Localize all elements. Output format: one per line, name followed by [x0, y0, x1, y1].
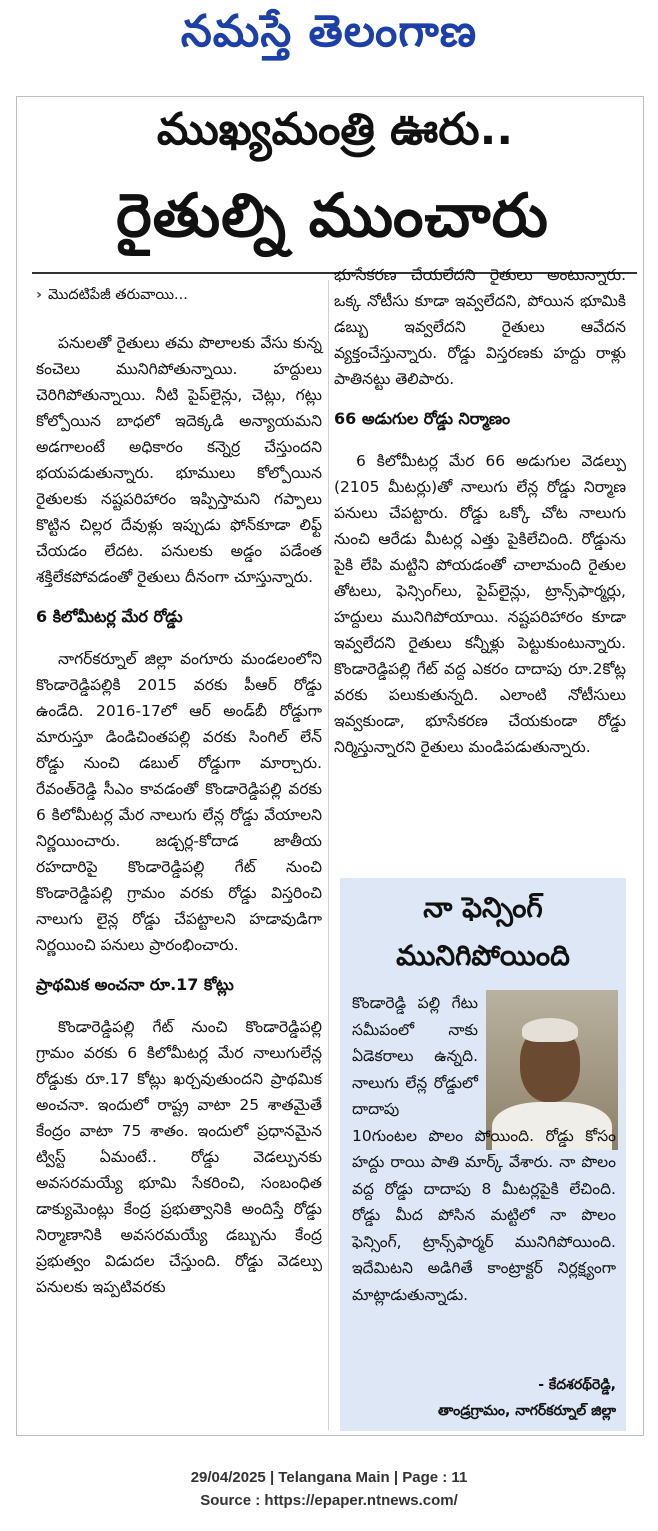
subheading: 66 అడుగుల రోడ్డు నిర్మాణం [334, 409, 511, 428]
headline-kicker: ముఖ్యమంత్రి ఊరు.. [156, 104, 514, 155]
signature-place: తాండ్రగ్రామం, నాగర్‌కర్నూల్ జిల్లా [438, 1403, 616, 1419]
paragraph: 6 కిలోమీటర్ల మేర 66 అడుగుల వెడల్పు (2105 మీటర్లు)తో నాలుగు లేన్ల రోడ్డు నిర్మాణ పనులు చేపట్టారు. రోడ్డు ఒక్కో చోట నాలుగు నుంచి ఆరేడు మీటర్ల ఎత్తు పైకిలేచింది. రోడ్డును పైకి లేపి మట్టిని పోయడంతో చాలామంది రైతుల తోటలు, ఫెన్సింగ్‌లు, పైప్‌లైన్లు, ట్రాన్స్‌ఫార్మర్లు, హద్దులు మునిగిపోయాయి. నష్టపరిహారం కూడా ఇవ్వలేదని రైతులు కన్నీళ్లు పెట్టుకుంటున్నారు. కొండారెడ్డిపల్లి గేట్ వద్ద ఎకరం దాదాపు రూ.2కోట్ల వరకు పలుకుతున్నది. ఎలాంటి నోటీసులు ఇవ్వకుండా, భూసేకరణ చేయకుండా రోడ్డు నిర్మిస్తున్నారని రైతులు మండిపడుతున్నారు. [334, 452, 626, 756]
quote-text-beside-photo: కొండారెడ్డి పల్లి గేటు సమీపంలో నాకు ఏడెకరాలు ఉన్నది. నాలుగు లేన్ల రోడ్డులో దాదాపు [352, 994, 478, 1118]
footer-source-line: Source : https://epaper.ntnews.com/ [200, 1492, 458, 1509]
paragraph: కొండారెడ్డిపల్లి గేట్ నుంచి కొండారెడ్డిపల్లి గ్రామం వరకు 6 కిలోమీటర్ల మేర నాలుగులేన్ల రోడ్డుకు రూ.17 కోట్లు ఖర్చవుతుందని ప్రాథమిక అంచనా. ఇందులో రాష్ట్ర వాటా 25 శాతమైతే కేంద్రం వాటా 75 శాతం. ఇందులో ప్రధానమైన ట్విస్ట్ ఏమంటే.. రోడ్డు వెడల్పునకు అవసరమయ్యే భూమి సేకరించి, సంబంధిత డాక్యుమెంట్లు కేంద్ర ప్రభుత్వానికి అందిస్తే రోడ్డు నిర్మాణానికి అవసరమయ్యే డబ్బును కేంద్ర ప్రభుత్వం విడుదల చేస్తుంది. రోడ్డు వెడల్పు పనులకు ఇప్పటివరకు [36, 1018, 322, 1296]
quote-signature [352, 1372, 616, 1424]
column-divider [328, 280, 329, 1430]
article-column-2 [334, 262, 626, 774]
quote-text [352, 990, 616, 1308]
paragraph: నాగర్‌కర్నూల్ జిల్లా వంగూరు మండలంలోని కొండారెడ్డిపల్లికి 2015 వరకు పీఆర్ రోడ్డు ఉండేది. 2016-17లో ఆర్ అండ్‌బీ రోడ్డుగా మారుస్తూ డిండిచింతపల్లి వరకు సింగిల్ లేన్ రోడ్డు నుంచి డబుల్ రోడ్డుగా మార్చారు. రేవంత్‌రెడ్డి సీఎం కావడంతో కొండారెడ్డిపల్లి వరకు 6 కిలోమీటర్ల మేర నాలుగు లేన్ల రోడ్డు వేయాలని నిర్ణయించారు. జడ్చర్ల-కోదాడ జాతీయ రహదారిపై కొండారెడ్డిపల్లి గేట్ నుంచి కొండారెడ్డిపల్లి గ్రామం వరకు రోడ్డు విస్తరించి నాలుగు లైన్ల రోడ్డు చేపట్టాలని హడావుడిగా నిర్ణయించి పనులు ప్రారంభించారు. [36, 650, 322, 954]
quote-box-title: నా ఫెన్సింగ్ [423, 891, 543, 924]
newspaper-logo: నమస్తే తెలంగాణ [180, 6, 478, 57]
headline-main: రైతుల్ని ముంచారు [116, 181, 549, 251]
page-footer [0, 1466, 658, 1512]
article-column-1 [36, 282, 322, 1422]
signature-name: - కేదశరథ్‌రెడ్డి, [538, 1377, 616, 1393]
subheading: ప్రాథమిక అంచనా రూ.17 కోట్లు [36, 975, 234, 994]
paragraph: పనులతో రైతులు తమ పొలాలకు వేసు కున్న కంచెలు మునిగిపోతున్నాయి. హద్దులు చెరిగిపోతున్నాయి. నీటి పైప్‌లైన్లు, చెట్లు, గట్లు కోల్పోయిన బాధలో ఇదెక్కడి అన్యాయమని అడగాలంటే అధికారం కన్నెర్ర చేస్తుందని భయపడుతున్నారు. భూములు కోల్పోయిన రైతులకు నష్టపరిహారం ఇప్పిస్తామని గప్పాలు కొట్టిన చిల్లర దేవుళ్లు ఇప్పుడు ఫోన్‌కూడా లిఫ్ట్ చేయడం లేదట. పనులకు అడ్డం పడేంత శక్తిలేకపోవడంతో రైతులు దీనంగా చూస్తున్నారు. [36, 334, 322, 586]
quote-text-full: 10గుంటల పొలం పోయింది. రోడ్డు కోసం హద్దు రాయి పాతి మార్క్ వేశారు. నా పొలం వద్ద రోడ్డు దాదాపు 8 మీటర్లపైకి లేచింది. రోడ్డు మీద పోసిన మట్టిలో నా పొలం ఫెన్సింగ్, ట్రాన్స్‌ఫార్మర్ మునిగిపోయింది. ఇదేమిటని అడిగితే కాంట్రాక్టర్ నిర్లక్ష్యంగా మాట్లాడుతున్నాడు. [352, 1126, 616, 1304]
continued-label: మొదటిపేజీ తరువాయి... [47, 287, 188, 303]
subheading: 6 కిలోమీటర్ల మేర రోడ్డు [36, 607, 183, 626]
quote-box-title: మునిగిపోయింది [396, 939, 570, 972]
paragraph: భూసేకరణ చేయలేదని రైతులు అంటున్నారు. ఒక్క నోటీసు కూడా ఇవ్వలేదని, పోయిన భూమికి డబ్బు ఇవ్వలేదని రైతులు ఆవేదన వ్యక్తంచేస్తున్నారు. రోడ్డు విస్తరణకు హద్దు రాళ్లు పాతినట్టు తెలిపారు. [334, 266, 626, 388]
footer-date-line: 29/04/2025 | Telangana Main | Page : 11 [190, 1469, 468, 1486]
masthead [0, 0, 658, 80]
chevron-right-icon: › [36, 287, 42, 303]
quote-box [340, 878, 626, 1431]
continued-line [36, 282, 322, 308]
